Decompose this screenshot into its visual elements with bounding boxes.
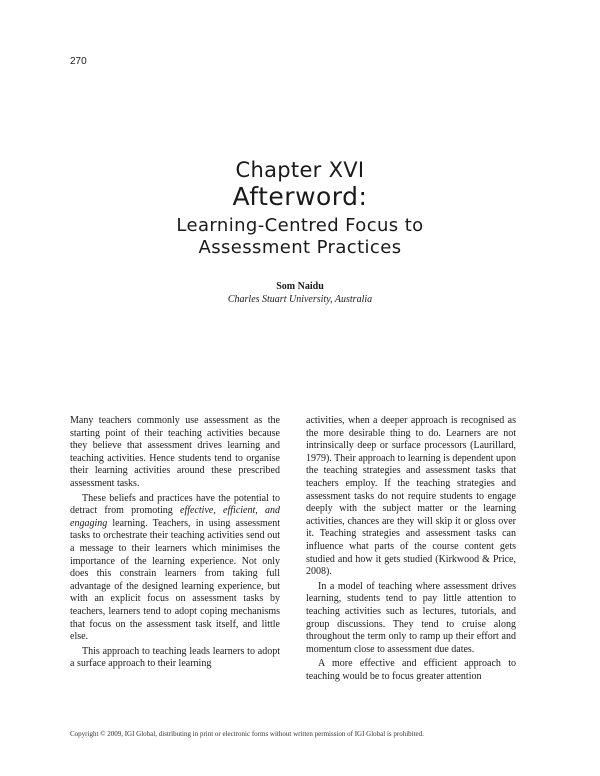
paragraph: This approach to teaching leads learners to adopt a surface approach to their learning [70, 645, 280, 670]
body-column-left [70, 415, 280, 673]
emphasis-text: effective, efficient, and engaging [70, 505, 280, 529]
page-number: 270 [70, 56, 87, 67]
paragraph-text: learning. Teachers, in using assessment tasks to orchestrate their teaching activities send out a message to their learners which minimises the importance of the learning experience. Not only does this constrain learners from taking full advantage of the designed learning experience, but with an explicit focus on assessment tasks by teachers, learners tend to adopt coping mechanisms that focus on the assessment task itself, and little else. [70, 517, 280, 643]
chapter-heading [0, 158, 600, 259]
chapter-subtitle [0, 215, 600, 259]
paragraph-text: These beliefs and practices have the potential to detract from promoting [70, 492, 280, 517]
copyright-notice: Copyright © 2009, IGI Global, distributing in print or electronic forms without written permission of IGI Global is prohibited. [70, 730, 424, 738]
author-affiliation: Charles Stuart University, Australia [227, 294, 373, 305]
chapter-label: Chapter XVI [235, 158, 365, 182]
paragraph [70, 493, 280, 644]
chapter-subtitle-line-1: Learning-Centred Focus to [176, 215, 424, 236]
paragraph: A more effective and efficient approach to teaching would be to focus greater attention [306, 658, 516, 682]
author-block [0, 280, 600, 306]
chapter-title: Afterword: [232, 182, 368, 211]
paragraph: activities, when a deeper approach is recognised as the more desirable thing to do. Learners are not intrinsically deep or surface processors (Laurillard, 1979). Their approach to learning is dependent upon the teaching strategies and assessment tasks that teachers employ. If the teaching strategies and assessment tasks do not require students to engage deeply with the subject matter or the learning activities, chances are they will skip it or gloss over it. Teaching strategies and assessment tasks can influence what parts of the course content gets studied and how it gets studied (Kirkwood & Price, 2008). [306, 415, 516, 578]
paragraph: In a model of teaching where assessment drives learning, students tend to pay little attention to teaching activities such as lectures, tutorials, and group discussions. They tend to cruise along throughout the term only to ramp up their effort and momentum close to assessment due dates. [306, 580, 516, 655]
author-name: Som Naidu [276, 281, 324, 292]
chapter-subtitle-line-2: Assessment Practices [198, 237, 402, 258]
body-column-right [306, 415, 516, 685]
paragraph: Many teachers commonly use assessment as the starting point of their teaching activities because they believe that assessment drives learning and teaching activities. Hence students tend to organise their learning activities around these prescribed assessment tasks. [70, 415, 280, 489]
